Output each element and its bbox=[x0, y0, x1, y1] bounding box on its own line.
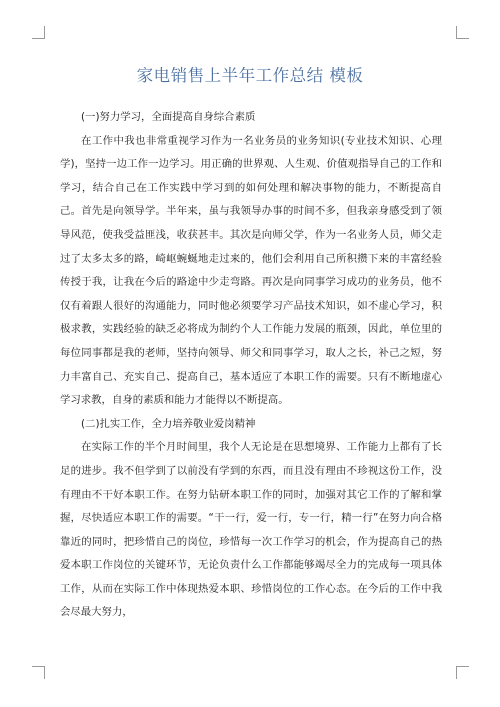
document-body bbox=[60, 106, 442, 625]
body-paragraph-2: 在实际工作的半个月时间里，我个人无论是在思想境界、工作能力上都有了长足的进步。我不但学到了以前没有学到的东西，而且没有理由不珍视这份工作，没有理由不干好本职工作。在努力钻研本职工作的同时，加强对其它工作的了解和掌握，尽快适应本职工作的需要。“干一行，爱一行，专一行，精一行”在努力向合格靠近的同时，把珍惜自己的岗位，珍惜每一次工作学习的机会，作为提高自己的热爱本职工作岗位的关键环节，无论负责什么工作都能够竭尽全力的完成每一项具体工作，从而在实际工作中体现热爱本职、珍惜岗位的工作心态。在今后的工作中我会尽最大努力， bbox=[60, 441, 442, 619]
crop-mark-top-right bbox=[456, 26, 469, 39]
crop-mark-bottom-right bbox=[456, 666, 469, 679]
body-paragraph-1: 在工作中我也非常重视学习作为一名业务员的业务知识(专业技术知识、心理学)，坚持一边工作一边学习。用正确的世界观、人生观、价值观指导自己的工作和学习，结合自己在工作实践中学习到的如何处理和解决事物的能力，不断提高自己。首先是向领导学。半年来，虽与我领导办事的时间不多，但我亲身感受到了领导风范，使我受益匪浅，收获甚丰。其次是向师父学，作为一名业务人员，师父走过了太多太多的路，崎岖蜿蜒地走过来的，他们会利用自己所积攒下来的丰富经验传授于我，让我在今后的路途中少走弯路。再次是向同事学习成功的业务员，他不仅有着跟人很好的沟通能力，同时他必须要学习产品技术知识，如不虚心学习，积极求教，实践经验的缺乏必将成为制约个人工作能力发展的瓶颈，因此，单位里的每位同事都是我的老师，坚持向领导、师父和同事学习，取人之长，补己之短，努力丰富自己、充实自己、提高自己，基本适应了本职工作的需要。只有不断地虚心学习求教，自身的素质和能力才能得以不断提高。 bbox=[60, 134, 442, 407]
section-heading-1: (一)努力学习，全面提高自身综合素质 bbox=[81, 111, 256, 123]
crop-mark-bottom-left bbox=[32, 666, 45, 679]
document-title: 家电销售上半年工作总结 模板 bbox=[136, 66, 364, 85]
section-heading-2: (二)扎实工作，全力培养敬业爱岗精神 bbox=[81, 417, 256, 430]
crop-mark-top-left bbox=[32, 26, 45, 39]
